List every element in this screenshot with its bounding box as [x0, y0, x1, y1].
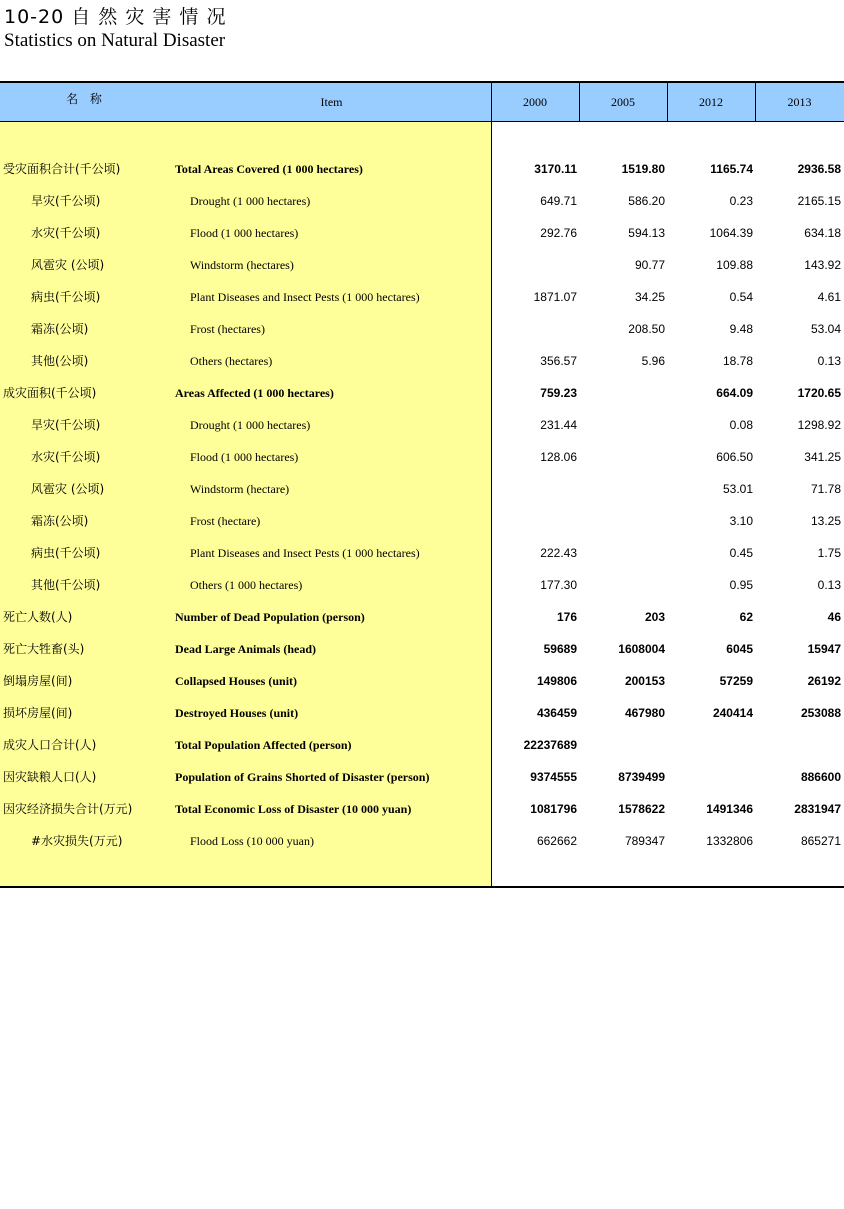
row-label-cn: 霜冻(公顷): [31, 322, 89, 336]
row-label-en: Flood (1 000 hectares): [190, 226, 299, 240]
cell-value-2000: 436459: [536, 706, 577, 720]
row-label-cn: 病虫(千公顷): [31, 546, 101, 560]
cell-value-2000: 176: [556, 610, 577, 624]
cell-value-2000: 59689: [543, 642, 577, 656]
cell-value-2005: 594.13: [628, 226, 665, 240]
row-label-cn: 水灾(千公顷): [31, 226, 101, 240]
table-row: [0, 761, 844, 793]
row-label-en: Collapsed Houses (unit): [175, 674, 298, 688]
table-header: [0, 83, 844, 122]
table-row: [0, 281, 844, 313]
cell-value-2000: 9374555: [530, 770, 577, 784]
cell-value-2012: [673, 761, 753, 793]
row-label-en: Dead Large Animals (head): [175, 642, 316, 656]
cell-value-2012: 606.50: [716, 450, 753, 464]
cell-value-2013: 143.92: [804, 258, 841, 272]
row-label-cn: 风雹灾 (公顷): [31, 482, 105, 496]
table-row: [0, 153, 844, 185]
cell-value-2013: 1720.65: [797, 386, 841, 400]
row-label-cn: 霜冻(公顷): [31, 514, 89, 528]
row-label-en: Flood Loss (10 000 yuan): [190, 834, 314, 848]
cell-value-2000: 649.71: [540, 194, 577, 208]
row-label-cn: 死亡大牲畜(头): [3, 642, 85, 656]
cell-value-2000: 177.30: [540, 578, 577, 592]
cell-value-2013: 13.25: [810, 514, 841, 528]
cell-value-2000: 128.06: [540, 450, 577, 464]
cell-value-2005: [585, 473, 665, 505]
row-label-cn: #水灾损失(万元): [31, 834, 123, 848]
header-year-2005: 2005: [611, 95, 635, 109]
cell-value-2000: [497, 473, 577, 505]
cell-value-2005: [585, 409, 665, 441]
cell-value-2012: 240414: [712, 706, 753, 720]
row-label-cn: 成灾人口合计(人): [3, 738, 97, 752]
cell-value-2005: [585, 441, 665, 473]
cell-value-2012: 1332806: [706, 834, 753, 848]
table-row: [0, 217, 844, 249]
table-row: [0, 569, 844, 601]
cell-value-2013: 71.78: [810, 482, 841, 496]
row-label-cn: 其他(千公顷): [31, 578, 101, 592]
row-label-cn: 倒塌房屋(间): [3, 674, 73, 688]
cell-value-2012: [673, 729, 753, 761]
table-row: [0, 729, 844, 761]
cell-value-2013: 1298.92: [797, 418, 841, 432]
cell-value-2000: 231.44: [540, 418, 577, 432]
cell-value-2012: 6045: [726, 642, 753, 656]
cell-value-2005: 586.20: [628, 194, 665, 208]
cell-value-2012: 62: [739, 610, 753, 624]
row-label-cn: 因灾缺粮人口(人): [3, 770, 97, 784]
cell-value-2013: 15947: [807, 642, 841, 656]
cell-value-2012: 1064.39: [709, 226, 753, 240]
cell-value-2005: 1578622: [618, 802, 665, 816]
cell-value-2000: 292.76: [540, 226, 577, 240]
cell-value-2005: 208.50: [628, 322, 665, 336]
row-label-en: Total Population Affected (person): [175, 738, 352, 752]
cell-value-2012: 9.48: [729, 322, 753, 336]
cell-value-2013: 865271: [800, 834, 841, 848]
table-bottom-rule: [0, 886, 844, 888]
row-label-en: Plant Diseases and Insect Pests (1 000 hectares): [190, 290, 420, 304]
row-label-en: Number of Dead Population (person): [175, 610, 365, 624]
row-label-en: Flood (1 000 hectares): [190, 450, 299, 464]
header-item: Item: [320, 95, 343, 109]
table-row: [0, 793, 844, 825]
cell-value-2013: 886600: [800, 770, 841, 784]
table-row: [0, 441, 844, 473]
cell-value-2000: 3170.11: [534, 162, 577, 176]
cell-value-2013: 2831947: [794, 802, 841, 816]
cell-value-2005: 467980: [624, 706, 665, 720]
table-row: [0, 185, 844, 217]
row-label-en: Others (1 000 hectares): [190, 578, 303, 592]
cell-value-2012: 1491346: [706, 802, 753, 816]
cell-value-2000: 1081796: [530, 802, 577, 816]
row-label-cn: 旱灾(千公顷): [31, 194, 101, 208]
table-row: [0, 249, 844, 281]
cell-value-2005: 200153: [624, 674, 665, 688]
cell-value-2013: 2165.15: [797, 194, 841, 208]
cell-value-2012: 0.54: [729, 290, 753, 304]
table-row: [0, 377, 844, 409]
cell-value-2013: 0.13: [817, 354, 841, 368]
row-label-en: Drought (1 000 hectares): [190, 194, 311, 208]
table-row: [0, 633, 844, 665]
row-label-cn: 损坏房屋(间): [3, 706, 73, 720]
cell-value-2005: 1519.80: [621, 162, 665, 176]
cell-value-2012: 0.23: [729, 194, 753, 208]
row-label-en: Frost (hectares): [190, 322, 265, 336]
cell-value-2012: 57259: [719, 674, 753, 688]
cell-value-2005: 1608004: [618, 642, 665, 656]
cell-value-2005: 203: [644, 610, 665, 624]
table-body: [0, 153, 844, 857]
row-label-en: Windstorm (hectare): [190, 482, 290, 496]
cell-value-2013: 2936.58: [797, 162, 841, 176]
cell-value-2005: [585, 377, 665, 409]
table-row: [0, 505, 844, 537]
cell-value-2000: 22237689: [523, 738, 577, 752]
table-row: [0, 345, 844, 377]
cell-value-2005: 789347: [624, 834, 665, 848]
cell-value-2005: 34.25: [634, 290, 665, 304]
table-row: [0, 473, 844, 505]
row-label-cn: 病虫(千公顷): [31, 290, 101, 304]
row-label-en: Total Economic Loss of Disaster (10 000 yuan): [175, 802, 412, 816]
cell-value-2000: 1871.07: [533, 290, 577, 304]
cell-value-2000: 356.57: [540, 354, 577, 368]
cell-value-2012: 18.78: [722, 354, 753, 368]
table-row: [0, 409, 844, 441]
cell-value-2013: 46: [827, 610, 841, 624]
cell-value-2012: 109.88: [716, 258, 753, 272]
row-label-cn: 成灾面积(千公顷): [3, 386, 97, 400]
page-title-chinese: 10-20 自 然 灾 害 情 况: [4, 6, 227, 28]
cell-value-2013: 634.18: [804, 226, 841, 240]
header-name-cn: 名 称: [66, 92, 106, 106]
table-row: [0, 665, 844, 697]
row-label-en: Frost (hectare): [190, 514, 261, 528]
cell-value-2013: 4.61: [817, 290, 841, 304]
cell-value-2013: 341.25: [804, 450, 841, 464]
cell-value-2012: 0.95: [729, 578, 753, 592]
cell-value-2000: [497, 313, 577, 345]
row-label-en: Windstorm (hectares): [190, 258, 294, 272]
row-label-cn: 风雹灾 (公顷): [31, 258, 105, 272]
cell-value-2012: 0.08: [729, 418, 753, 432]
cell-value-2000: [497, 249, 577, 281]
cell-value-2005: [585, 537, 665, 569]
cell-value-2005: [585, 569, 665, 601]
table-row: [0, 601, 844, 633]
cell-value-2012: 1165.74: [710, 162, 753, 176]
cell-value-2005: 90.77: [634, 258, 665, 272]
table-row: [0, 537, 844, 569]
cell-value-2013: [761, 729, 841, 761]
cell-value-2000: 759.23: [540, 386, 577, 400]
row-label-en: Drought (1 000 hectares): [190, 418, 311, 432]
cell-value-2013: 253088: [800, 706, 841, 720]
cell-value-2012: 664.09: [716, 386, 753, 400]
cell-value-2012: 0.45: [729, 546, 753, 560]
row-label-cn: 其他(公顷): [31, 354, 89, 368]
cell-value-2012: 3.10: [729, 514, 753, 528]
cell-value-2005: [585, 729, 665, 761]
row-label-en: Areas Affected (1 000 hectares): [175, 386, 334, 400]
row-label-en: Total Areas Covered (1 000 hectares): [175, 162, 363, 176]
header-year-2000: 2000: [523, 95, 547, 109]
table-row: [0, 825, 844, 857]
cell-value-2013: 1.75: [817, 546, 841, 560]
cell-value-2000: 222.43: [540, 546, 577, 560]
cell-value-2000: 149806: [536, 674, 577, 688]
cell-value-2013: 26192: [807, 674, 841, 688]
row-label-cn: 受灾面积合计(千公顷): [3, 162, 121, 176]
row-label-en: Destroyed Houses (unit): [175, 706, 299, 720]
cell-value-2005: 8739499: [618, 770, 665, 784]
table-row: [0, 697, 844, 729]
page-title-english: Statistics on Natural Disaster: [4, 30, 226, 51]
row-label-cn: 因灾经济损失合计(万元): [3, 802, 133, 816]
cell-value-2013: 0.13: [817, 578, 841, 592]
cell-value-2005: [585, 505, 665, 537]
cell-value-2000: 662662: [536, 834, 577, 848]
cell-value-2013: 53.04: [810, 322, 841, 336]
header-year-2012: 2012: [699, 95, 723, 109]
row-label-cn: 旱灾(千公顷): [31, 418, 101, 432]
cell-value-2012: 53.01: [722, 482, 753, 496]
row-label-en: Population of Grains Shorted of Disaster (person): [175, 770, 430, 784]
row-label-en: Others (hectares): [190, 354, 273, 368]
row-label-cn: 水灾(千公顷): [31, 450, 101, 464]
row-label-en: Plant Diseases and Insect Pests (1 000 hectares): [190, 546, 420, 560]
header-year-2013: 2013: [787, 95, 812, 109]
row-label-cn: 死亡人数(人): [3, 610, 73, 624]
cell-value-2005: 5.96: [641, 354, 665, 368]
table-row: [0, 313, 844, 345]
cell-value-2000: [497, 505, 577, 537]
